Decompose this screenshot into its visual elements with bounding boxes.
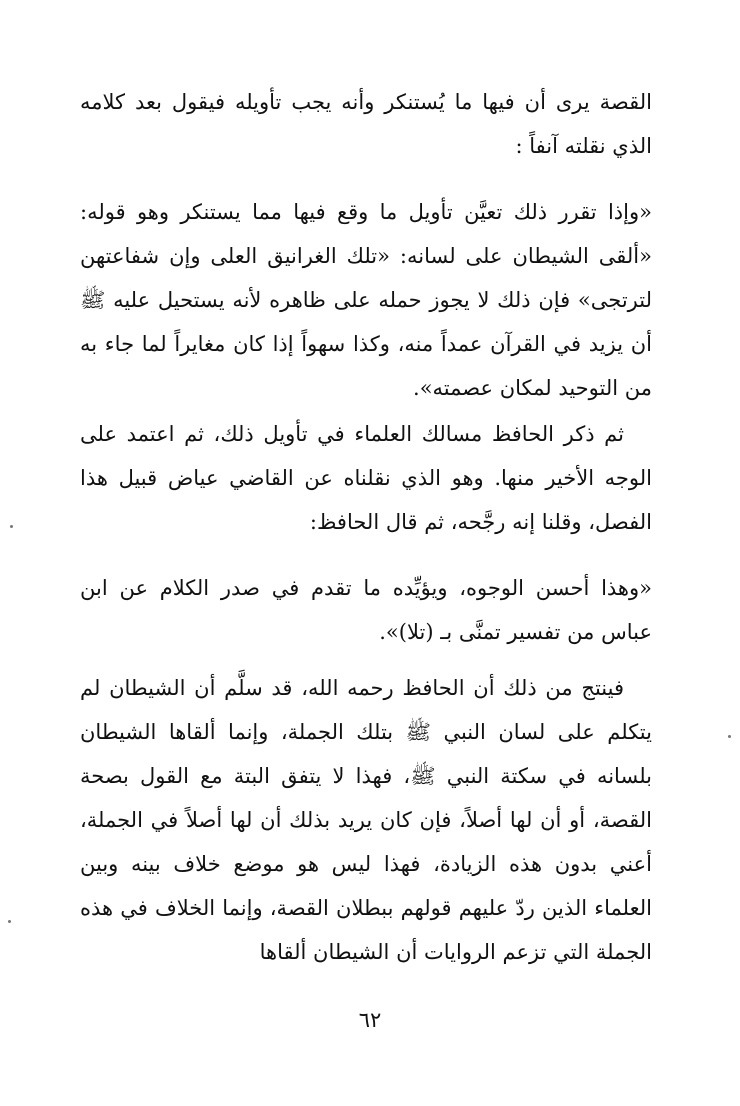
page-number: ٦٢: [358, 1008, 382, 1032]
scan-speck: [10, 525, 13, 528]
paragraph-3-text: ثم ذكر الحافظ مسالك العلماء في تأويل ذلك، ثم اعتمد على الوجه الأخير منها. وهو الذي نقلناه عن القاضي عياض قبيل هذا الفصل، وقلنا إنه رجَّحه، ثم قال الحافظ:: [80, 422, 652, 534]
paragraph-5-text: فينتج من ذلك أن الحافظ رحمه الله، قد سلَّم أن الشيطان لم يتكلم على لسان النبي ﷺ بتلك الجملة، وإنما ألقاها الشيطان بلسانه في سكتة النبي ﷺ، فهذا لا يتفق البتة مع القول بصحة القصة، أو أن لها أصلاً، فإن كان يريد بذلك أن لها أصلاً في الجملة، أعني بدون هذه الزيادة، فهذا ليس هو موضع خلاف بينه وبين العلماء الذين ردّ عليهم قولهم ببطلان القصة، وإنما الخلاف في هذه الجملة التي تزعم الروايات أن الشيطان ألقاها: [80, 676, 652, 964]
scan-speck: [8, 920, 11, 923]
paragraph-4-quotation: [80, 566, 652, 654]
paragraph-1-text: القصة يرى أن فيها ما يُستنكر وأنه يجب تأويله فيقول بعد كلامه الذي نقلته آنفاً :: [80, 90, 652, 158]
paragraph-2-text: «وإذا تقرر ذلك تعيَّن تأويل ما وقع فيها مما يستنكر وهو قوله: «ألقى الشيطان على لسانه: «تلك الغرانيق العلى وإن شفاعتهن لترتجى» فإن ذلك لا يجوز حمله على ظاهره لأنه يستحيل عليه ﷺ أن يزيد في القرآن عمداً منه، وكذا سهواً إذا كان مغايراً لما جاء به من التوحيد لمكان عصمته».: [80, 200, 652, 400]
paragraph-5: [80, 666, 652, 974]
paragraph-3: [80, 412, 652, 544]
paragraph-1: [80, 80, 652, 168]
paragraph-4-text: «وهذا أحسن الوجوه، ويؤيِّده ما تقدم في صدر الكلام عن ابن عباس من تفسير تمنَّى بـ (تلا)».: [80, 576, 652, 644]
paragraph-2-quotation: [80, 190, 652, 410]
scan-speck: [728, 735, 731, 738]
